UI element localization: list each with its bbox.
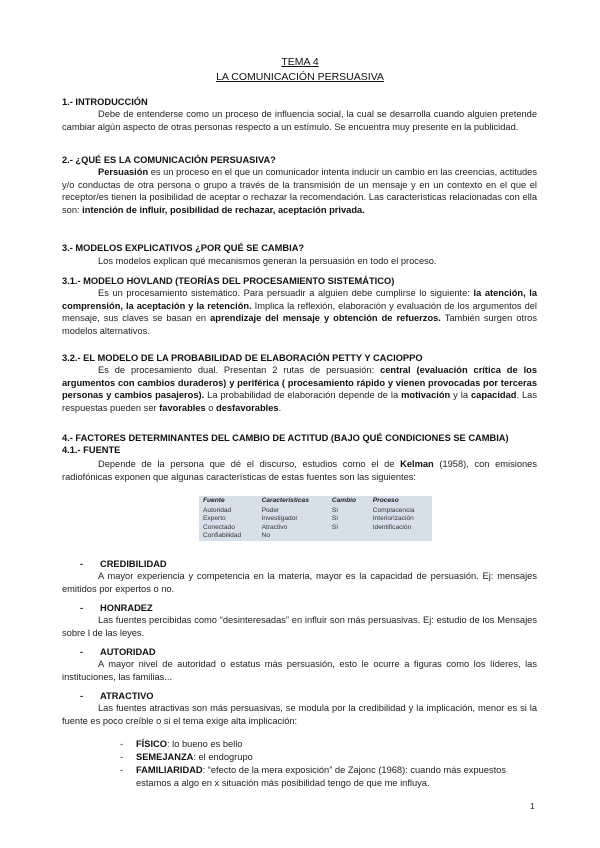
petty-b5: desfavorables (216, 402, 279, 413)
table-cell: Autoridad (203, 506, 232, 514)
table-header-row (199, 496, 432, 507)
petty-b3: capacidad (470, 390, 517, 401)
paragraph-hovland (62, 287, 537, 337)
paragraph-fuente (62, 458, 537, 483)
que-es-bold: intención de influir, posibilidad de rechazar, aceptación privada. (82, 204, 365, 215)
subbullet-label: SEMEJANZA (136, 752, 194, 762)
paragraph-petty (62, 364, 537, 414)
heading-introduccion: 1.- INTRODUCCIÓN (62, 97, 148, 107)
term-persuasion: Persuasión (98, 167, 149, 177)
bullet-atractivo-text (62, 702, 537, 727)
paragraph-introduccion (62, 108, 537, 133)
heading-petty: 3.2.- EL MODELO DE LA PROBABILIDAD DE ELABORACIÓN PETTY Y CACIOPPO (62, 353, 423, 363)
subbullet-text: : lo bueno es bello (167, 739, 243, 749)
table-row (199, 532, 432, 541)
bullet-atractivo: - ATRACTIVO (80, 691, 154, 701)
bullet-credibilidad-text (62, 570, 537, 595)
petty-t4: . Las respuestas pueden ser (62, 390, 538, 413)
que-es-text: es un proceso en el que un comunicador intenta inducir un cambio en las creencias, actitudes y/o conductas de otra persona o grupo a través de la transmisión de un mensaje y en un contexto en el que el receptor/es tienen la posibilidad de aceptar o rechazar la recomendación. Las características relacionadas con ella son: (62, 167, 537, 215)
bullet-text: Las fuentes atractivas son más persuasivas, se modula por la credibilidad y la implicación, menor es si la fuente es poco creíble o si el tema exige alta implicación: (62, 703, 537, 726)
fuente-kelman: Kelman (400, 459, 434, 469)
subbullet-label: FAMILIARIDAD (136, 765, 203, 775)
table-header: Proceso (372, 497, 399, 504)
petty-t2: La probabilidad de elaboración depende de la (204, 390, 402, 401)
bullet-label: CREDIBILIDAD (100, 559, 167, 569)
modelos-text: Los modelos explican qué mecanismos generan la persuasión en todo el proceso. (98, 256, 437, 266)
bullet-text: A mayor experiencia y competencia en la materia, mayor es la capacidad de persuasión. Ej: mensajes emitidos por expertos o no. (62, 571, 537, 594)
heading-que-es: 2.- ¿QUÉ ES LA COMUNICACIÓN PERSUASIVA? (62, 155, 276, 165)
table-cell: Experto (203, 515, 226, 523)
table-cell: Complacencia (372, 506, 415, 514)
heading-fuente: 4.1.- FUENTE (62, 445, 121, 455)
bullet-credibilidad: - CREDIBILIDAD (80, 559, 167, 569)
table-cell: Sí (331, 515, 339, 523)
bullet-label: ATRACTIVO (100, 691, 154, 701)
bullet-text: Las fuentes percibidas como “desinteresadas” en influir son más persuasivas. Ej: estudio de los Mensajes sobre l de las leyes. (62, 615, 537, 638)
table-cell: Investigador (261, 515, 298, 523)
page-number: 1 (530, 801, 535, 811)
petty-t5: o (205, 402, 217, 413)
introduccion-text: Debe de entenderse como un proceso de influencia social, la cual se desarrolla cuando alguien pretende cambiar algún aspecto de otras personas respecto a un estímulo. Se encuentra muy presente en la publicidad. (62, 109, 537, 132)
subbullet-semejanza: - SEMEJANZA: el endogrupo (120, 752, 253, 762)
subbullet-text: : el endogrupo (193, 752, 253, 762)
petty-t6: . (278, 402, 282, 413)
petty-b4: favorables (159, 402, 206, 413)
table-row (199, 515, 432, 524)
hovland-t1: Es un procesamiento sistemático. Para persuadir a alguien debe cumplirse lo siguiente: (98, 288, 474, 298)
heading-hovland: 3.1.- MODELO HOVLAND (TEORÍAS DEL PROCESAMIENTO SISTEMÁTICO) (62, 276, 395, 286)
bullet-label: HONRADEZ (100, 603, 153, 613)
hovland-t2: Implica la reflexión, elaboración y evaluación de los argumentos del mensaje, sus claves se basan en (62, 300, 537, 324)
heading-modelos: 3.- MODELOS EXPLICATIVOS ¿POR QUÉ SE CAMBIA? (62, 243, 305, 253)
bullet-text: A mayor nivel de autoridad o estatus más persuasión, esto le ocurre a figuras como los líderes, las instituciones, las familias... (62, 659, 537, 682)
table-cell (328, 532, 369, 541)
petty-t3: y la (450, 390, 471, 401)
hovland-b2: aprendizaje del mensaje y obtención de refuerzos. (210, 313, 441, 324)
hovland-t3: También surgen otros modelos alternativos. (62, 313, 537, 336)
subbullet-label: FÍSICO (136, 739, 167, 749)
table-cell: Conectado (203, 523, 235, 531)
table-header: Cambio (331, 497, 357, 504)
page-title-line1: TEMA 4 (281, 56, 319, 68)
heading-factores: 4.- FACTORES DETERMINANTES DEL CAMBIO DE ACTITUD (BAJO QUÉ CONDICIONES SE CAMBIA) (62, 433, 509, 443)
table-cell: Atractivo (261, 523, 288, 531)
table-cell: Poder (261, 506, 280, 514)
table-header: Fuente (203, 497, 225, 504)
paragraph-modelos (62, 255, 537, 268)
subbullet-fisico: - FÍSICO: lo bueno es bello (120, 739, 243, 749)
bullet-autoridad-text (62, 658, 537, 683)
paragraph-que-es (62, 166, 537, 216)
source-characteristics-table (199, 496, 432, 541)
table-cell: Identificación (372, 523, 412, 531)
table-cell: No (261, 532, 271, 540)
petty-b1: central (evaluación crítica de los argumentos con cambios duraderos) y periférica ( procesamiento rápido y vienen provocadas por terceras personas y cambios pasajeros). (62, 365, 537, 401)
table-cell: Confiabilidad (203, 532, 242, 540)
bullet-honradez-text (62, 614, 537, 639)
table-row (199, 524, 432, 533)
bullet-honradez: - HONRADEZ (80, 603, 153, 613)
subbullet-text: : “efecto de la mera exposición” de Zajonc (1968): cuando más expuestos estamos a algo en x situación más posibilidad tengo de que me influya. (136, 765, 506, 788)
table-header: Características (261, 497, 309, 504)
petty-b2: motivación (401, 390, 451, 401)
fuente-t1: Depende de la persona que dé el discurso, estudios como el de (98, 459, 401, 469)
table-cell (369, 532, 432, 541)
table-row (199, 507, 432, 516)
table-cell: Sí (331, 523, 339, 531)
page-title-line2: LA COMUNICACIÓN PERSUASIVA (216, 71, 384, 83)
bullet-label: AUTORIDAD (100, 647, 156, 657)
hovland-b1: la atención, la comprensión, la aceptación y la retención. (62, 288, 537, 311)
fuente-t2: (1958), con emisiones radiofónicas exponen que algunas características de estas fuentes son las siguientes: (62, 459, 537, 482)
subbullet-familiaridad: - FAMILIARIDAD: “efecto de la mera exposición” de Zajonc (1968): cuando más expuestos estamos a algo en x situación más posibilidad tengo de que me influya. (120, 765, 506, 788)
petty-t1: Es de procesamiento dual. Presentan 2 rutas de persuasión: (98, 365, 381, 375)
bullet-autoridad: - AUTORIDAD (80, 647, 156, 657)
table-cell: Sí (331, 506, 339, 514)
table-cell: Interiorización (372, 515, 414, 523)
